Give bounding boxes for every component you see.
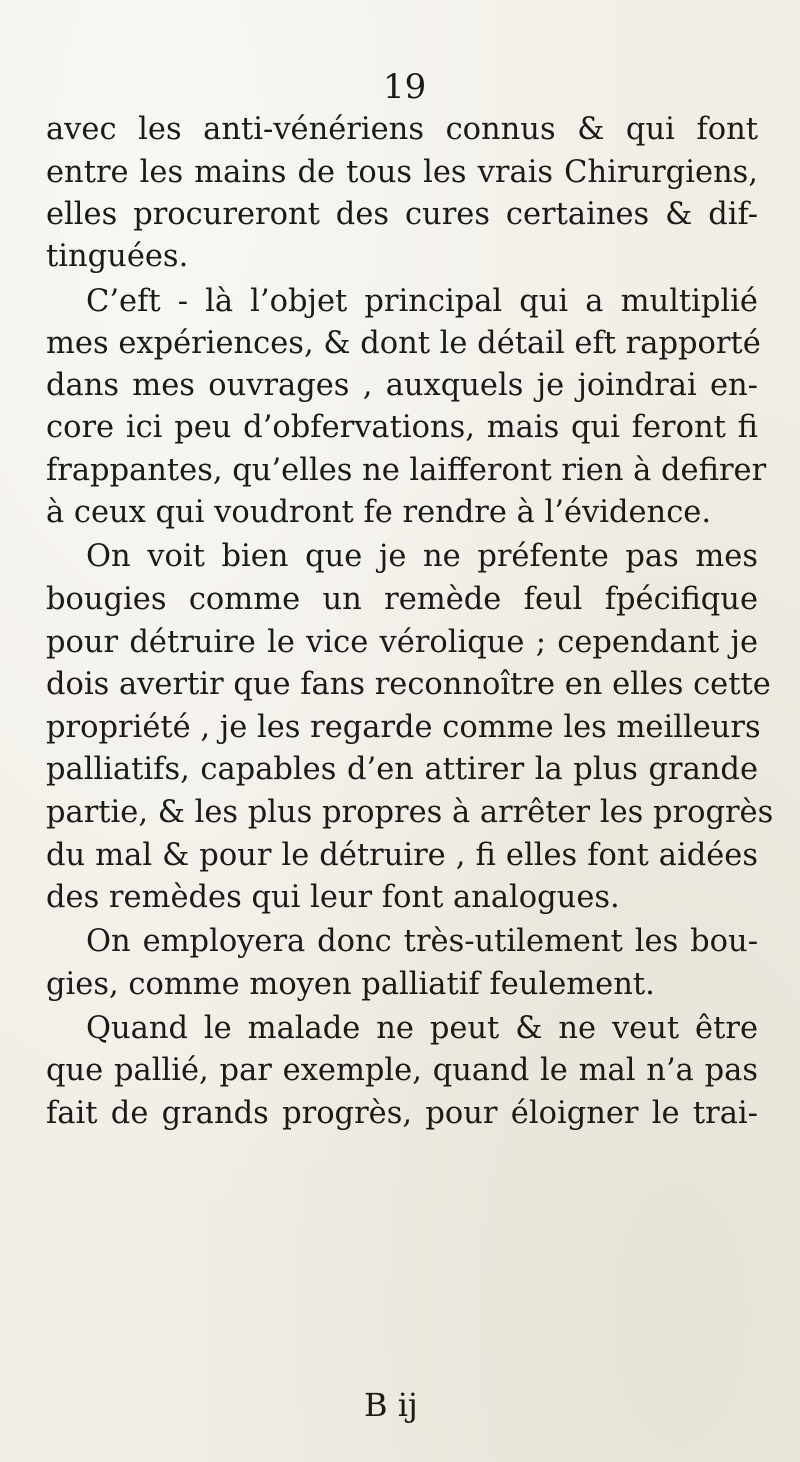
text-line: à ceux qui voudront fe rendre à l’évidence. <box>46 495 712 530</box>
text-line: entre les mains de tous les vrais Chirurgiens, <box>46 155 758 190</box>
text-line: dans mes ouvrages , auxquels je joindrai en- <box>46 368 758 403</box>
text-line: fait de grands progrès, pour éloigner le trai- <box>46 1096 758 1131</box>
text-line: mes expériences, & dont le détail eft rapporté <box>46 326 761 361</box>
text-line: propriété , je les regarde comme les meilleurs <box>46 710 761 745</box>
text-line: frappantes, qu’elles ne laifferont rien à defirer <box>46 453 767 488</box>
text-line: dois avertir que fans reconnoître en elles cette <box>46 667 771 702</box>
text-line: tinguées. <box>46 239 189 274</box>
signature-mark: B ij <box>364 1386 418 1424</box>
text-line: du mal & pour le détruire , fi elles font aidées <box>46 838 758 873</box>
text-line: C’eft - là l’objet principal qui a multiplié <box>86 284 758 319</box>
text-line: gies, comme moyen palliatif feulement. <box>46 967 655 1002</box>
text-line: On voit bien que je ne préfente pas mes <box>86 539 758 574</box>
text-line: palliatifs, capables d’en attirer la plus grande <box>46 752 758 787</box>
text-line: core ici peu d’obfervations, mais qui feront fi <box>46 410 758 445</box>
text-line: des remèdes qui leur font analogues. <box>46 880 620 915</box>
text-line: elles procureront des cures certaines & dif- <box>46 197 758 232</box>
text-line: On employera donc très-utilement les bou- <box>86 924 758 959</box>
text-line: pour détruire le vice vérolique ; cependant je <box>46 625 758 660</box>
page-number: 19 <box>383 67 427 107</box>
text-line: partie, & les plus propres à arrêter les progrès <box>46 795 774 830</box>
text-line: que pallié, par exemple, quand le mal n’a pas <box>46 1053 758 1088</box>
text-line: Quand le malade ne peut & ne veut être <box>86 1011 758 1046</box>
text-line: avec les anti-vénériens connus & qui font <box>46 112 758 147</box>
text-line: bougies comme un remède feul fpécifique <box>46 582 758 617</box>
